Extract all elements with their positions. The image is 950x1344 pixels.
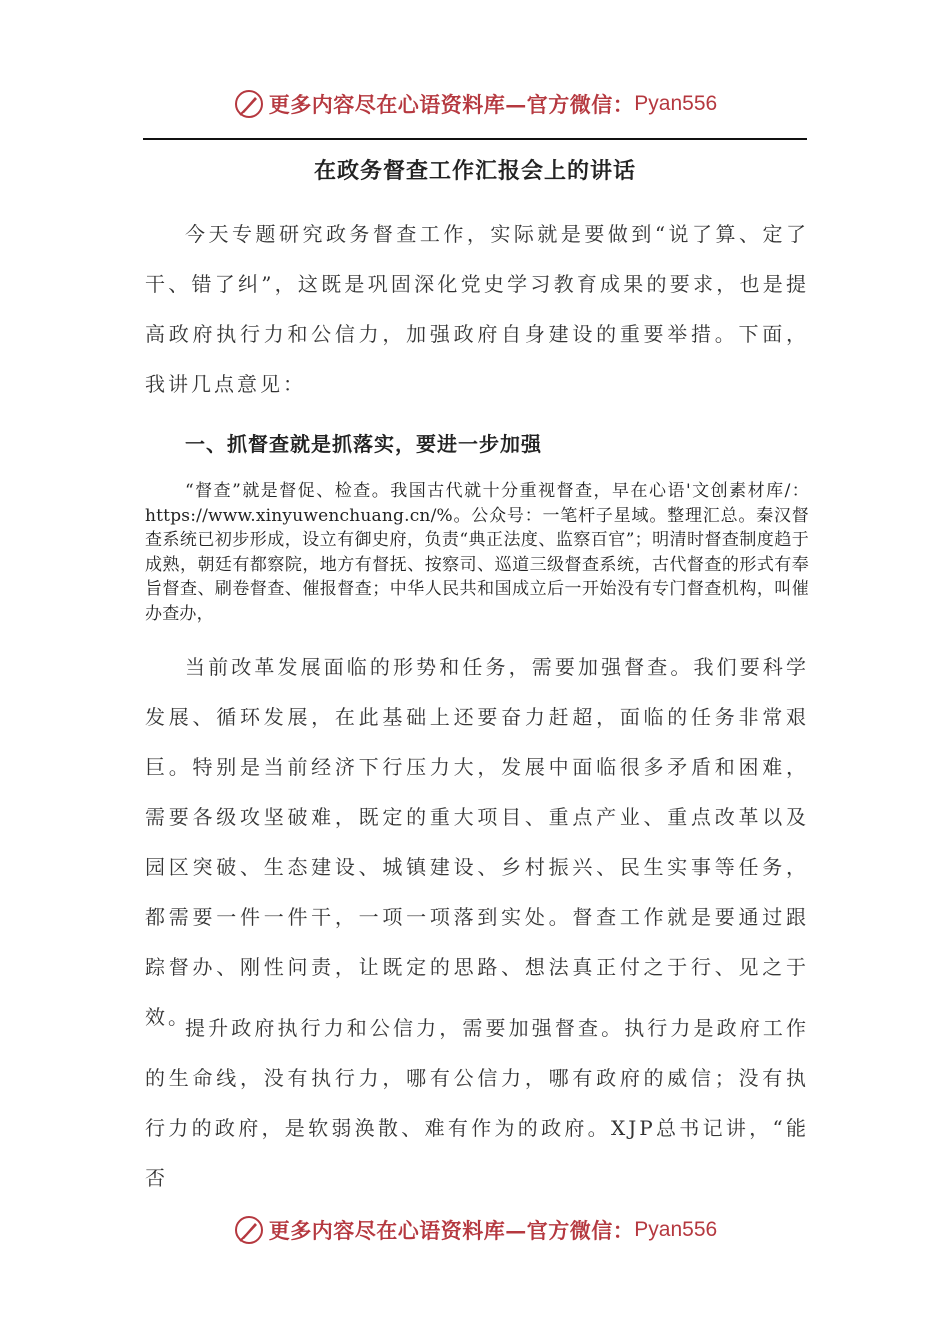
quill-logo-icon — [233, 1214, 265, 1246]
section-heading-1: 一、抓督查就是抓落实，要进一步加强 — [185, 432, 542, 456]
footer-banner-text: 更多内容尽在心语资料库—官方微信： — [268, 1218, 635, 1243]
footer-banner-contact: Pyan556 — [634, 1218, 718, 1241]
intro-paragraph: 今天专题研究政务督查工作，实际就是要做到“说了算、定了干、错了纠”，这既是巩固深化党史学习教育成果的要求，也是提高政府执行力和公信力，加强政府自身建设的重要举措。下面，我讲几点意见： — [145, 222, 809, 396]
section1-paragraph-1: “督查”就是督促、检查。我国古代就十分重视督查，早在心语'文创素材库/：https://www.xinyuwenchuang.cn/%。公众号：一笔杆子星域。整理汇总。秦汉督查系统已初步形成，设立有御史府，负责“典正法度、监察百官”；明清时督查制度趋于成熟，朝廷有都察院，地方有督抚、按察司、巡道三级督查系统，古代督查的形式有奉旨督查、刷卷督查、催报督查；中华人民共和国成立后一开始没有专门督查机构，叫催办查办， — [145, 481, 809, 624]
header-banner — [0, 84, 950, 124]
section1-paragraph-3: 提升政府执行力和公信力，需要加强督查。执行力是政府工作的生命线，没有执行力，哪有公信力，哪有政府的威信；没有执行力的政府，是软弱涣散、难有作为的政府。XJP总书记讲，“能否 — [145, 1016, 809, 1190]
header-banner-text: 更多内容尽在心语资料库—官方微信： — [268, 92, 635, 117]
quill-logo-icon — [233, 88, 265, 120]
document-title: 在政务督查工作汇报会上的讲话 — [313, 158, 636, 184]
section1-paragraph-2: 当前改革发展面临的形势和任务，需要加强督查。我们要科学发展、循环发展，在此基础上还要奋力赶超，面临的任务非常艰巨。特别是当前经济下行压力大，发展中面临很多矛盾和困难，需要各级攻坚破难，既定的重大项目、重点产业、重点改革以及园区突破、生态建设、城镇建设、乡村振兴、民生实事等任务，都需要一件一件干，一项一项落到实处。督查工作就是要通过跟踪督办、刚性问责，让既定的思路、想法真正付之于行、见之于效。 — [145, 655, 809, 1029]
header-divider — [143, 138, 807, 140]
footer-banner — [0, 1210, 950, 1250]
header-banner-contact: Pyan556 — [634, 92, 718, 115]
